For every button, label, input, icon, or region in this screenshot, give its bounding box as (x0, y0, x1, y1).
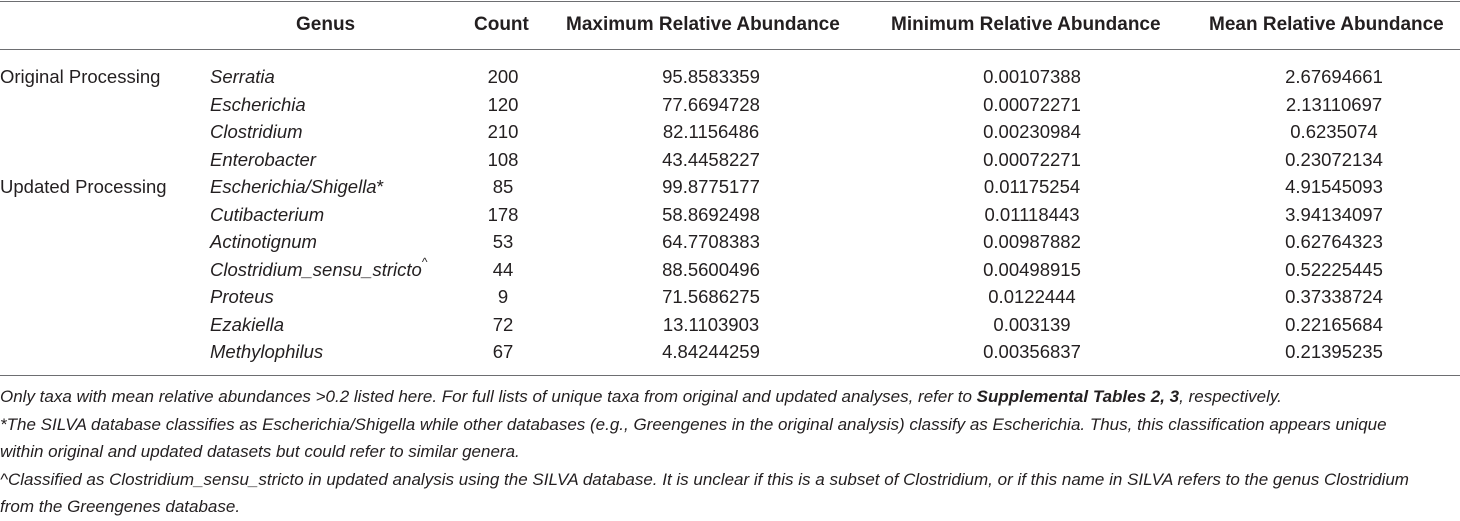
row-count: 108 (487, 148, 519, 170)
table-row (0, 283, 1460, 311)
table-row (0, 256, 1460, 284)
row-count: 72 (492, 313, 514, 335)
footnote-marker: ^ (421, 254, 428, 269)
row-min-abundance: 0.00356837 (983, 341, 1081, 362)
row-count: 53 (492, 231, 514, 252)
row-max-abundance: 77.6694728 (662, 93, 760, 115)
row-max-abundance: 71.5686275 (662, 286, 760, 307)
row-genus: Clostridium (210, 121, 303, 142)
row-genus: Actinotignum (210, 231, 317, 252)
table-row (0, 338, 1460, 366)
table-row (0, 201, 1460, 229)
row-max-abundance: 99.8775177 (662, 176, 760, 197)
table-top-rule (0, 1, 1460, 2)
footnote-clostridium-sensu-stricto: ^Classified as Clostridium_sensu_stricto in updated analysis using the SILVA database. It is unclear if this is a subset of Clostridium, or if this name in SILVA refers to the genus Clostridium from the Greengenes database. (0, 469, 1409, 516)
table-row (0, 228, 1460, 256)
row-count: 210 (487, 121, 519, 142)
row-count: 85 (492, 176, 514, 197)
table-row (0, 91, 1460, 119)
row-mean-abundance: 0.62764323 (1285, 231, 1383, 252)
supplemental-tables-link[interactable]: Supplemental Tables 2, 3 (976, 387, 1180, 406)
row-genus: Proteus (210, 286, 274, 307)
table-header-rule (0, 49, 1460, 50)
table-header-row (0, 14, 1460, 38)
row-max-abundance: 88.5600496 (662, 258, 760, 280)
footnote-escherichia-shigella: *The SILVA database classifies as Escherichia/Shigella while other databases (e.g., Greengenes in the original analysis) classify as Escherichia. Thus, this classification appears unique within original and updated datasets but could refer to similar genera. (0, 414, 1387, 461)
row-min-abundance: 0.01175254 (983, 176, 1081, 197)
header-count: Count (474, 14, 529, 35)
row-min-abundance: 0.003139 (993, 313, 1071, 335)
row-min-abundance: 0.01118443 (984, 203, 1080, 225)
table-row (0, 173, 1460, 201)
row-mean-abundance: 0.22165684 (1285, 313, 1383, 335)
row-mean-abundance: 0.52225445 (1285, 258, 1383, 280)
row-min-abundance: 0.00987882 (983, 231, 1081, 252)
row-mean-abundance: 2.13110697 (1285, 93, 1383, 115)
row-mean-abundance: 0.21395235 (1285, 341, 1383, 362)
row-mean-abundance: 0.6235074 (1290, 121, 1378, 142)
row-group-label: Original Processing (0, 66, 161, 87)
row-max-abundance: 82.1156486 (662, 121, 760, 142)
row-min-abundance: 0.00072271 (983, 93, 1081, 115)
row-genus: Enterobacter (210, 148, 316, 170)
table-row (0, 118, 1460, 146)
row-count: 200 (487, 66, 519, 87)
row-mean-abundance: 0.37338724 (1285, 286, 1383, 307)
header-mean-relative-abundance: Mean Relative Abundance (1209, 14, 1444, 35)
table-row (0, 146, 1460, 174)
row-genus: Serratia (210, 66, 275, 87)
footnote-taxa-threshold: Only taxa with mean relative abundances >0.2 listed here. For full lists of unique taxa from original and updated analyses, refer to Supplemental Tables 2, 3, respectively. (0, 387, 1282, 406)
row-mean-abundance: 3.94134097 (1285, 203, 1383, 225)
row-count: 44 (492, 258, 514, 280)
table-bottom-rule (0, 375, 1460, 376)
row-max-abundance: 64.7708383 (662, 231, 760, 252)
row-max-abundance: 43.4458227 (662, 148, 760, 170)
row-mean-abundance: 2.67694661 (1285, 66, 1383, 87)
row-min-abundance: 0.0122444 (988, 286, 1076, 307)
footnote-marker: * (376, 176, 384, 197)
row-count: 67 (492, 341, 514, 362)
row-mean-abundance: 0.23072134 (1285, 148, 1383, 170)
header-genus: Genus (296, 14, 356, 35)
table-row (0, 311, 1460, 339)
row-min-abundance: 0.00498915 (983, 258, 1081, 280)
header-min-relative-abundance: Minimum Relative Abundance (891, 14, 1161, 35)
row-genus: Clostridium_sensu_stricto^ (210, 254, 428, 280)
row-genus: Escherichia/Shigella* (210, 176, 384, 197)
row-genus: Methylophilus (210, 341, 324, 362)
row-max-abundance: 95.8583359 (662, 66, 760, 87)
row-max-abundance: 4.84244259 (662, 341, 760, 362)
row-min-abundance: 0.00072271 (983, 148, 1081, 170)
row-min-abundance: 0.00107388 (983, 66, 1081, 87)
row-count: 9 (497, 286, 509, 307)
row-group-label: Updated Processing (0, 176, 167, 197)
table-body (0, 63, 1460, 366)
table-row (0, 63, 1460, 91)
row-count: 178 (487, 203, 519, 225)
row-max-abundance: 58.8692498 (662, 203, 760, 225)
table-footnotes (0, 383, 1460, 521)
row-genus: Ezakiella (210, 313, 285, 335)
row-genus: Escherichia (210, 93, 306, 115)
row-min-abundance: 0.00230984 (983, 121, 1081, 142)
row-genus: Cutibacterium (210, 203, 325, 225)
header-max-relative-abundance: Maximum Relative Abundance (566, 14, 840, 35)
row-count: 120 (487, 93, 519, 115)
row-mean-abundance: 4.91545093 (1285, 176, 1383, 197)
row-max-abundance: 13.1103903 (662, 313, 760, 335)
